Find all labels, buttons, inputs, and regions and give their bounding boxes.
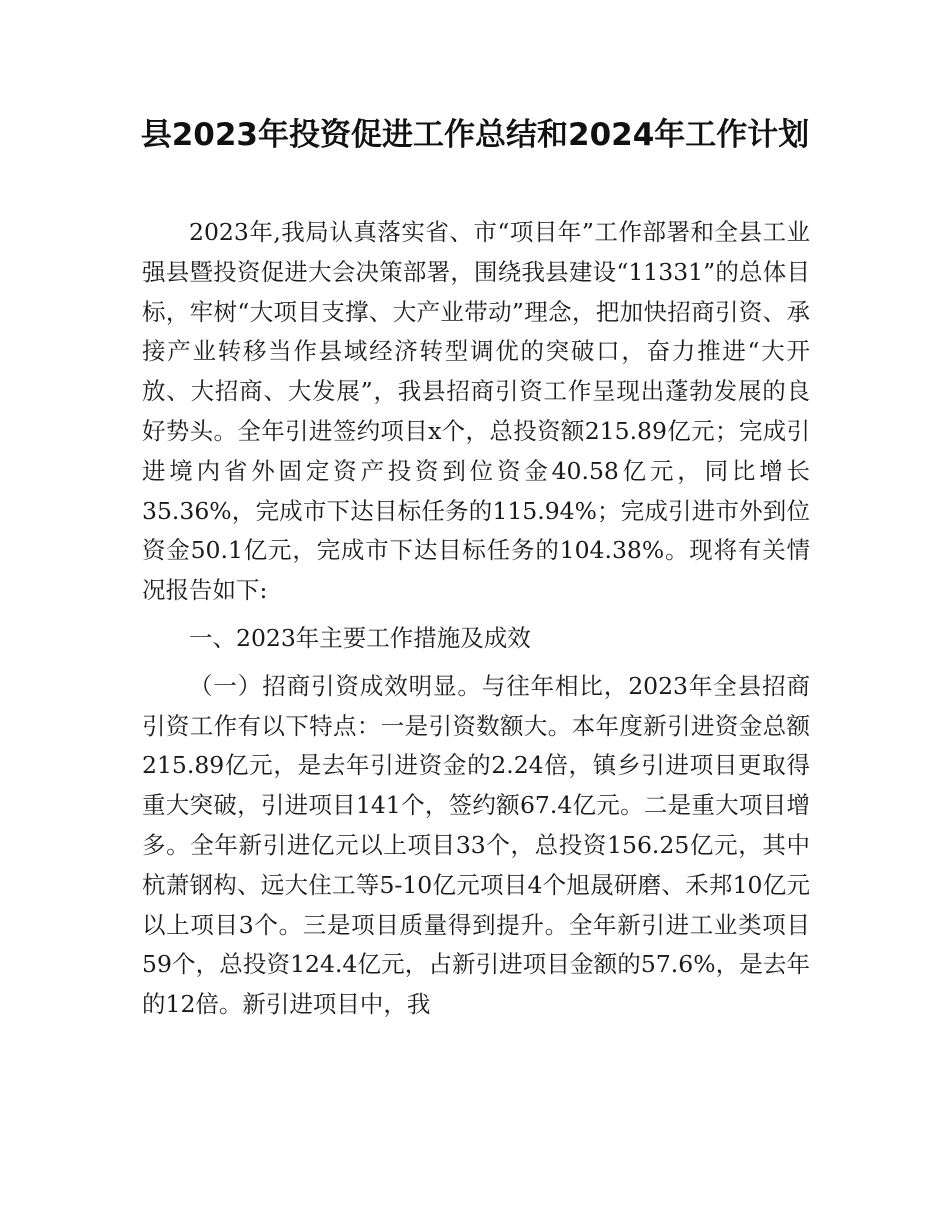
document-body bbox=[142, 213, 810, 1025]
intro-paragraph: 2023年,我局认真落实省、市“项目年”工作部署和全县工业强县暨投资促进大会决策部署，围绕我县建设“11331”的总体目标，牢树“大项目支撑、大产业带动”理念，把加快招商引资、承接产业转移当作县域经济转型调优的突破口，奋力推进“大开放、大招商、大发展”，我县招商引资工作呈现出蓬勃发展的良好势头。全年引进签约项目x个，总投资额215.89亿元；完成引进境内省外固定资产投资到位资金40.58亿元，同比增长35.36%，完成市下达目标任务的115.94%；完成引进市外到位资金50.1亿元，完成市下达目标任务的104.38%。现将有关情况报告如下: bbox=[142, 218, 810, 605]
document-title: 县2023年投资促进工作总结和2024年工作计划 bbox=[140, 117, 810, 153]
section-heading: 一、2023年主要工作措施及成效 bbox=[189, 623, 531, 652]
section-paragraph: （一）招商引资成效明显。与往年相比，2023年全县招商引资工作有以下特点：一是引资数额大。本年度新引进资金总额215.89亿元，是去年引进资金的2.24倍，镇乡引进项目更取得重大突破，引进项目141个，签约额67.4亿元。二是重大项目增多。全年新引进亿元以上项目33个，总投资156.25亿元，其中杭萧钢构、远大住工等5-10亿元项目4个旭晟研磨、禾邦10亿元以上项目3个。三是项目质量得到提升。全年新引进工业类项目59个，总投资124.4亿元，占新引进项目金额的57.6%，是去年的12倍。新引进项目中，我 bbox=[142, 671, 810, 1019]
